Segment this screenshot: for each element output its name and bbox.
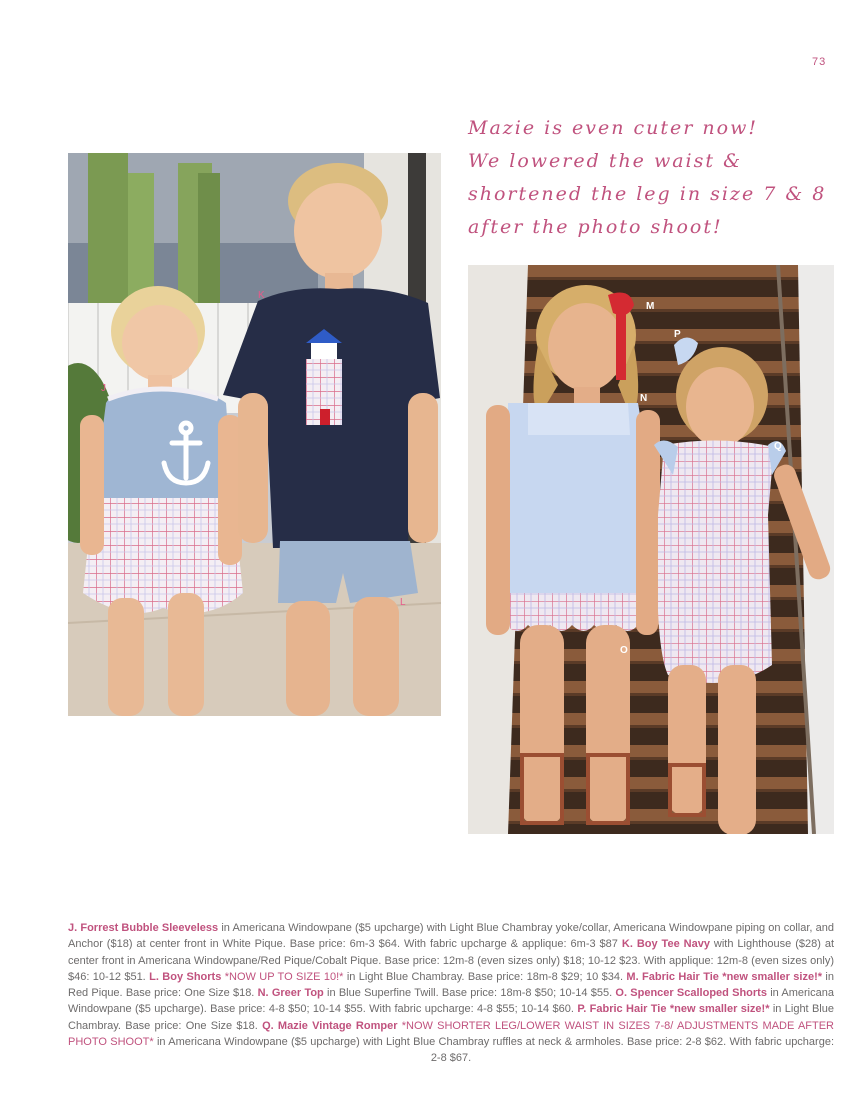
label-q: Q [774,441,782,452]
item-j-desc: in Americana Windowpane ($5 upcharge) with Light Blue Chambray yoke/collar, Americana Windowpane piping on collar, and Anchor ($18) at center front in White Pique. Base price: 6m-3 $64. With fabric upcharge & applique: 6m-3 $87 [68,922,834,951]
item-n-title: N. Greer Top [257,987,324,1000]
label-j: J [101,383,106,394]
product-caption [68,920,834,1067]
item-q-note: *NOW SHORTER LEG/LOWER WAIST IN SIZES 7-8/ ADJUSTMENTS MADE AFTER PHOTO SHOOT* [68,1019,835,1049]
item-l-note: *NOW UP TO SIZE 10!* [221,970,344,983]
note-line: Mazie is even cuter now! [468,117,758,139]
handwritten-note [468,112,848,244]
item-p-title: P. Fabric Hair Tie *new smaller size!* [577,1003,770,1016]
note-line: after the photo shoot! [468,216,723,238]
item-l-title: L. Boy Shorts [149,970,222,983]
item-n-desc: in Blue Superfine Twill. Base price: 18m-8 $50; 10-14 $55. [323,987,616,1000]
label-o: O [620,645,628,656]
page-number: 73 [812,56,827,68]
item-q-desc: in Americana Windowpane ($5 upcharge) with Light Blue Chambray ruffles at neck & armholes. Base price: 2-8 $62. With fabric upcharge: 2-8 $67. [153,1036,834,1065]
label-k: K [258,290,265,301]
note-line: shortened the leg in size 7 & 8 [468,183,827,205]
item-m-title: M. Fabric Hair Tie *new smaller size!* [626,970,823,983]
item-j-title: J. Forrest Bubble Sleeveless [68,922,219,934]
label-l: L [400,597,406,608]
item-q-title: Q. Mazie Vintage Romper [262,1019,398,1032]
item-o-desc: in Americana Windowpane ($5 upcharge). Base price: 4-8 $50; 10-14 $55. With fabric upcharge: 4-8 $55; 10-14 $60. [68,987,834,1016]
note-line: We lowered the waist & [468,150,742,172]
item-p-desc: in Light Blue Chambray. Base price: One Size $18. [68,1003,834,1032]
item-k-title: K. Boy Tee Navy [621,938,710,951]
item-o-title: O. Spencer Scalloped Shorts [615,987,767,1000]
item-l-desc: in Light Blue Chambray. Base price: 18m-8 $29; 10 $34. [343,970,627,983]
item-m-desc: in Red Pique. Base price: One Size $18. [68,970,834,1000]
label-n: N [640,393,648,404]
item-k-desc: with Lighthouse ($28) at center front in Americana Windowpane/Red Pique/Cobalt Pique. Base price: 12m-8 (even sizes only) $18; 10-12 $23. With applique: 12m-8 (even sizes only) $46: 10-12 $51. [68,938,835,983]
photo-boys [68,153,441,716]
label-m: M [646,301,655,312]
label-p: P [674,329,681,340]
photo-girls [468,265,834,834]
